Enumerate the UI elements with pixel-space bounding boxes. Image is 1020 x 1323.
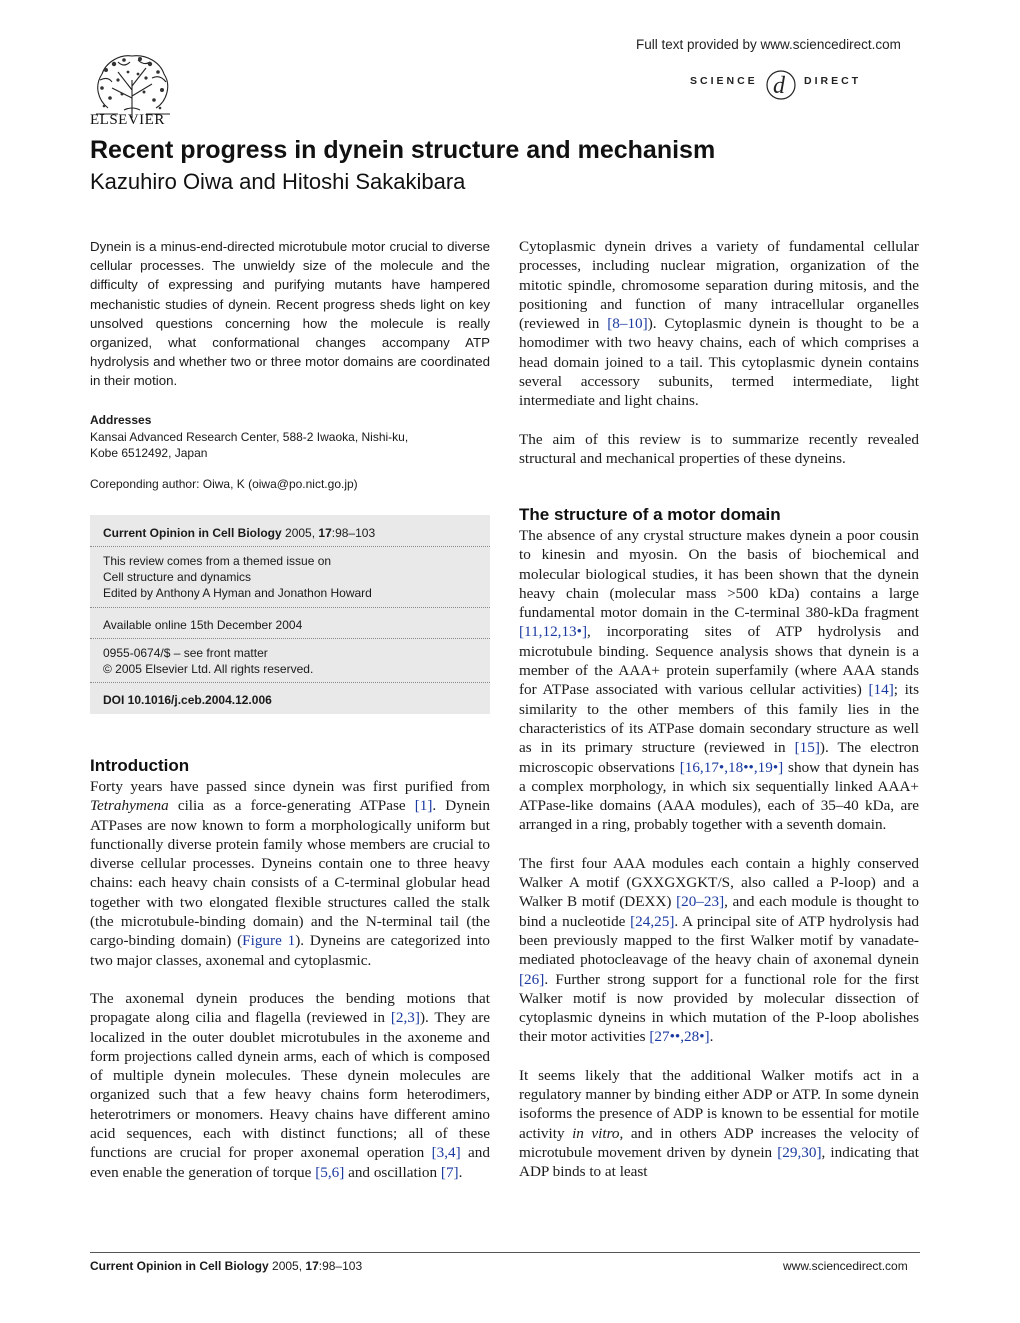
sd-left-text: SCIENCE: [690, 75, 758, 87]
infobox-pages: :98–103: [331, 526, 376, 540]
footer-volume: 17: [305, 1259, 319, 1273]
infobox-theme-intro: This review comes from a themed issue on: [103, 554, 332, 568]
article-title: Recent progress in dynein structure and mechanism: [90, 136, 716, 164]
infobox-issn: 0955-0674/$ – see front matter: [103, 646, 268, 660]
paragraph: The axonemal dynein produces the bending motions that propagate along cilia and flagella (reviewed in [2,3]). They are localized in the outer doublet microtubules in the axoneme and form projections called dynein arms, each of which is composed of multiple dynein molecules. These dynein molecules are organized such that a few heavy chains form heterodimers, heterotrimers or monomers. Heavy chains have different amino acid sequences, each with distinct functions; all of these functions are crucial for proper axonemal operation [3,4] and even enable the generation of torque [5,6] and oscillation [7].: [90, 989, 490, 1181]
citation-link[interactable]: [7]: [440, 1163, 459, 1181]
citation-link[interactable]: [20–23]: [676, 893, 725, 911]
citation-link[interactable]: [3,4]: [431, 1144, 461, 1162]
paragraph: The absence of any crystal structure makes dynein a poor cousin to kinesin and myosin. On the basis of biochemical and molecular biological studies, it has been shown that the dynein heavy chain (molecular mass >500 kDa) contains a large fundamental motor domain in the C-terminal 380-kDa fragment [11,12,13•], incorporating sites of ATP hydrolysis and microtubule binding. Sequence analysis shows that dynein is a member of the AAA+ protein superfamily (where AAA stands for ATPase associated with various cellular activities) [14]; its similarity to the other members of this family lies in the characteristics of its ATPase domain secondary structure as well as in its primary structure (reviewed in [15]). The electron microscopic observations [16,17•,18••,19•] show that dynein has a complex morphology, in which six sequentially linked AAA+ ATPase-like domains (AAA modules), each of 35–40 kDa, are arranged in a ring, probably together with a seventh domain.: [519, 527, 920, 834]
sd-right-text: DIRECT: [804, 75, 862, 87]
sd-circle-icon: [762, 66, 800, 102]
citation-link[interactable]: [15]: [794, 739, 820, 757]
divider: [90, 638, 490, 639]
citation-link[interactable]: [29,30]: [777, 1143, 822, 1161]
info-box: [90, 515, 490, 714]
citation-link[interactable]: [8–10]: [607, 315, 648, 333]
citation-link[interactable]: [1]: [414, 797, 433, 815]
infobox-available: Available online 15th December 2004: [103, 618, 303, 632]
paragraph: Forty years have passed since dynein was first purified from Tetrahymena cilia as a force-generating ATPase [1]. Dynein ATPases are now known to form a morphologically uniform but functionally diverse protein family whose members are crucial to diverse cellular processes. Dyneins contain one to three heavy chains: each heavy chain consists of a C-terminal globular head together with two elongated flexible structures called the stalk (the microtubule-binding domain) and the N-terminal tail (the cargo-binding domain) (Figure 1). Dyneins are categorized into two major classes, axonemal and cytoplasmic.: [90, 778, 491, 969]
paragraph: It seems likely that the additional Walker motifs act in a regulatory manner by binding either ADP or ATP. In some dynein isoforms the presence of ADP is known to be essential for motile activity in vitro, and in others ADP increases the velocity of microtubule movement driven by dynein [29,30], indicating that ADP binds to at least: [519, 1066, 919, 1181]
infobox-year: 2005,: [285, 526, 316, 540]
paragraph: The first four AAA modules each contain a highly conserved Walker A motif (GXXGXGKT/S, also called a P-loop) and a Walker B motif (DEXX) [20–23], and each module is thought to bind a nucleotide [24,25]. A principal site of ATP hydrolysis had been previously mapped to the first Walker motif by vanadate-mediated photocleavage of the heavy chain of axonemal dynein [26]. Further strong support for a functional role for the first Walker motif is now provided by molecular dissection of cytoplasmic dyneins in which mutation of the P-loop abolishes their motor activities [27••,28•].: [519, 854, 919, 1046]
fulltext-notice: Full text provided by www.sciencedirect.com: [636, 37, 901, 52]
citation-link[interactable]: [26]: [519, 970, 545, 988]
footer-rule: [90, 1252, 920, 1253]
paragraph: Cytoplasmic dynein drives a variety of fundamental cellular processes, including nuclear migration, organization of the mitotic spindle, chromosome separation during mitosis, and the positioning and function of many intracellular organelles (reviewed in [8–10]). Cytoplasmic dynein is thought to be a homodimer with two heavy chains, each of which comprises a head domain joined to a tail. This cytoplasmic dynein contains several accessory subunits, termed intermediate, light intermediate and light chains.: [519, 238, 919, 410]
publisher-name: ELSEVIER: [90, 112, 165, 128]
svg-text:d: d: [773, 73, 785, 99]
citation-link[interactable]: [2,3]: [390, 1009, 420, 1027]
citation-link[interactable]: [16,17•,18••,19•]: [679, 758, 784, 776]
italic-term: in vitro: [572, 1124, 620, 1142]
article-authors: Kazuhiro Oiwa and Hitoshi Sakakibara: [90, 169, 466, 194]
sciencedirect-logo: [690, 66, 920, 102]
corresponding-author: Coreponding author: Oiwa, K (oiwa@po.nict.go.jp): [90, 477, 358, 491]
introduction-body: [90, 777, 490, 1182]
addresses-heading: Addresses: [90, 413, 152, 427]
footer-url[interactable]: www.sciencedirect.com: [783, 1259, 908, 1273]
species-name: Tetrahymena: [90, 797, 169, 815]
citation-link[interactable]: [11,12,13•]: [519, 623, 588, 641]
introduction-heading: Introduction: [90, 756, 190, 775]
citation-link[interactable]: [27••,28•]: [649, 1028, 710, 1046]
infobox-editors: Edited by Anthony A Hyman and Jonathon Howard: [103, 586, 372, 600]
abstract: Dynein is a minus-end-directed microtubule motor crucial to diverse cellular processes. The unwieldy size of the molecule and the difficulty of expressing and purifying mutants have hampered mechanistic studies of dynein. Recent progress sheds light on key unsolved questions concerning how the molecule is really organized, what conformational changes accompany ATP hydrolysis and whether two or three motor domains are coordinated in their motion.: [90, 239, 490, 389]
infobox-citation: [103, 525, 375, 541]
motor-domain-body: [519, 526, 919, 1182]
divider: [90, 546, 490, 547]
motor-domain-heading: The structure of a motor domain: [519, 505, 781, 524]
infobox-doi[interactable]: DOI 10.1016/j.ceb.2004.12.006: [103, 693, 272, 707]
right-column-top: [519, 237, 919, 468]
address-line: Kobe 6512492, Japan: [90, 445, 208, 460]
footer-citation: [90, 1259, 362, 1273]
address-line: Kansai Advanced Research Center, 588-2 Iwaoka, Nishi-ku,: [90, 430, 409, 444]
footer-year: 2005,: [272, 1259, 303, 1273]
footer-pages: :98–103: [318, 1259, 363, 1273]
paragraph: The aim of this review is to summarize recently revealed structural and mechanical properties of these dyneins.: [519, 430, 919, 467]
divider: [90, 607, 490, 608]
footer-journal: Current Opinion in Cell Biology: [90, 1259, 269, 1273]
figure-link[interactable]: Figure 1: [242, 932, 296, 950]
infobox-volume: 17: [318, 526, 332, 540]
address-block: [90, 430, 490, 461]
divider: [90, 682, 490, 683]
citation-link[interactable]: [14]: [868, 681, 894, 699]
citation-link[interactable]: [24,25]: [630, 912, 675, 930]
citation-link[interactable]: [5,6]: [315, 1163, 345, 1181]
infobox-theme: Cell structure and dynamics: [103, 570, 252, 584]
infobox-journal: Current Opinion in Cell Biology: [103, 526, 282, 540]
infobox-copyright: © 2005 Elsevier Ltd. All rights reserved.: [103, 662, 314, 676]
